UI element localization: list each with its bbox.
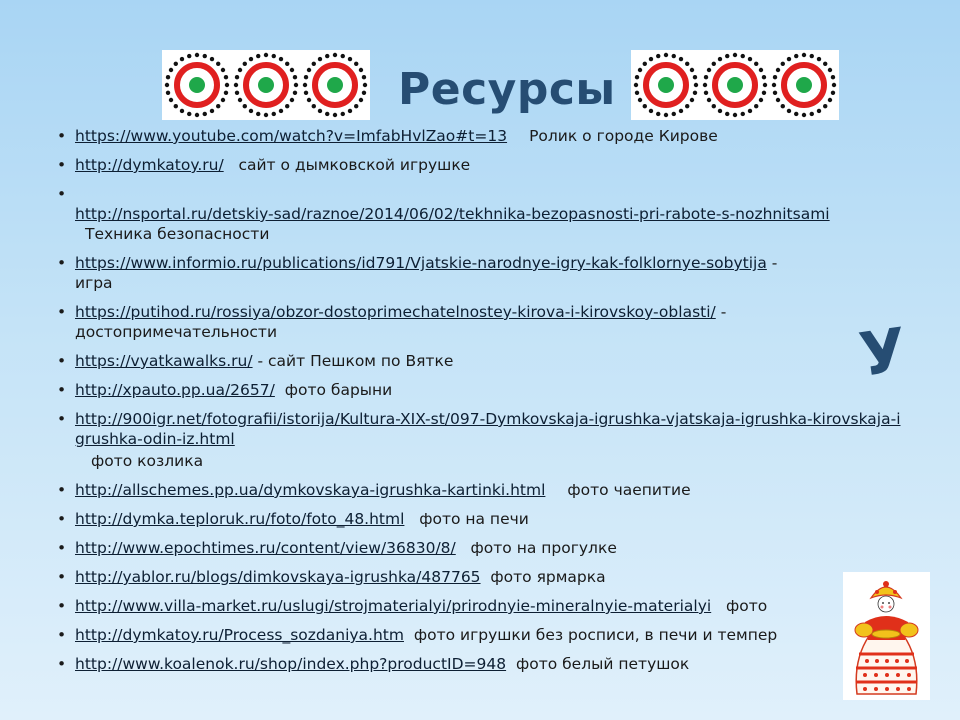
dymkovo-ornament-icon	[631, 50, 839, 120]
list-item	[57, 567, 907, 587]
list-item	[57, 480, 907, 500]
resource-link[interactable]: http://www.epochtimes.ru/content/view/36830/8/	[75, 539, 456, 557]
resource-description: достопримечательности	[75, 323, 278, 341]
list-item	[57, 351, 907, 371]
resource-description: фото ярмарка	[490, 568, 606, 586]
page-title: Ресурсы	[398, 64, 616, 115]
dymkovo-lady-icon	[843, 572, 930, 700]
list-item	[57, 126, 907, 146]
list-item	[57, 596, 907, 616]
resource-link[interactable]: http://dymkatoy.ru/	[75, 156, 224, 174]
resource-description: сайт Пешком по Вятке	[268, 352, 454, 370]
resource-description: Ролик о городе Кирове	[529, 127, 718, 145]
resource-description: сайт о дымковской игрушке	[238, 156, 471, 174]
rosette-icon	[234, 53, 298, 117]
resource-link[interactable]: • http://nsportal.ru/detskiy-sad/raznoe/2014/06/02/tekhnika-bezopasnosti-pri-rabote-s-nozhnitsami	[75, 205, 830, 223]
resource-link[interactable]: http://www.koalenok.ru/shop/index.php?productID=948	[75, 655, 507, 673]
rosette-icon	[703, 53, 767, 117]
list-item	[57, 155, 907, 175]
resource-list	[57, 126, 907, 683]
rosette-icon	[303, 53, 367, 117]
ornament-left	[162, 50, 370, 120]
rosette-icon	[772, 53, 836, 117]
separator: -	[771, 254, 778, 272]
resource-description: фото барыни	[284, 381, 393, 399]
resource-link[interactable]: http://allschemes.pp.ua/dymkovskaya-igrushka-kartinki.html	[75, 481, 546, 499]
resource-description: игра	[75, 274, 113, 292]
resource-link[interactable]: https://www.informio.ru/publications/id791/Vjatskie-narodnye-igry-kak-folklornye-sobytija	[75, 254, 767, 272]
list-item	[57, 409, 907, 471]
resource-link[interactable]: https://putihod.ru/rossiya/obzor-dostoprimechatelnostey-kirova-i-kirovskoy-oblasti/	[75, 303, 716, 321]
resource-description: фото игрушки без росписи, в печи и темпер	[413, 626, 778, 644]
resource-description: фото белый петушок	[515, 655, 690, 673]
list-item	[57, 538, 907, 558]
list-item	[57, 625, 907, 645]
list-item	[57, 654, 907, 674]
rosette-icon	[634, 53, 698, 117]
list-item	[57, 380, 907, 400]
list-item	[57, 302, 907, 342]
dymkovo-toy-image	[843, 572, 930, 700]
resource-link[interactable]: http://900igr.net/fotografii/istorija/Kultura-XIX-st/097-Dymkovskaja-igrushka-vjatskaja-igrushka-kirovskaja-igrushka-odin-iz.html	[75, 410, 901, 448]
resource-link[interactable]: http://yablor.ru/blogs/dimkovskaya-igrushka/487765	[75, 568, 481, 586]
rosette-icon	[165, 53, 229, 117]
separator: -	[257, 352, 264, 370]
resource-link[interactable]: http://xpauto.pp.ua/2657/	[75, 381, 275, 399]
resource-link[interactable]: http://www.villa-market.ru/uslugi/strojmaterialyi/prirodnyie-mineralnyie-materialyi	[75, 597, 712, 615]
decorative-letter: У	[855, 315, 911, 391]
resource-description: фото на прогулке	[470, 539, 617, 557]
resource-link[interactable]: http://dymka.teploruk.ru/foto/foto_48.html	[75, 510, 405, 528]
resource-description: Техника безопасности	[85, 225, 270, 243]
dymkovo-ornament-icon	[162, 50, 370, 120]
list-item	[57, 253, 907, 293]
list-item	[57, 184, 907, 244]
resource-link[interactable]: https://vyatkawalks.ru/	[75, 352, 253, 370]
resource-link[interactable]: http://dymkatoy.ru/Process_sozdaniya.htm	[75, 626, 404, 644]
resource-description: фото чаепитие	[567, 481, 691, 499]
resource-description: фото козлика	[91, 452, 204, 470]
resource-description: фото	[725, 597, 768, 615]
ornament-right	[631, 50, 839, 120]
resource-description: фото на печи	[419, 510, 529, 528]
list-item	[57, 509, 907, 529]
resource-link[interactable]: https://www.youtube.com/watch?v=ImfabHvlZao#t=13	[75, 127, 508, 145]
separator: -	[720, 303, 727, 321]
